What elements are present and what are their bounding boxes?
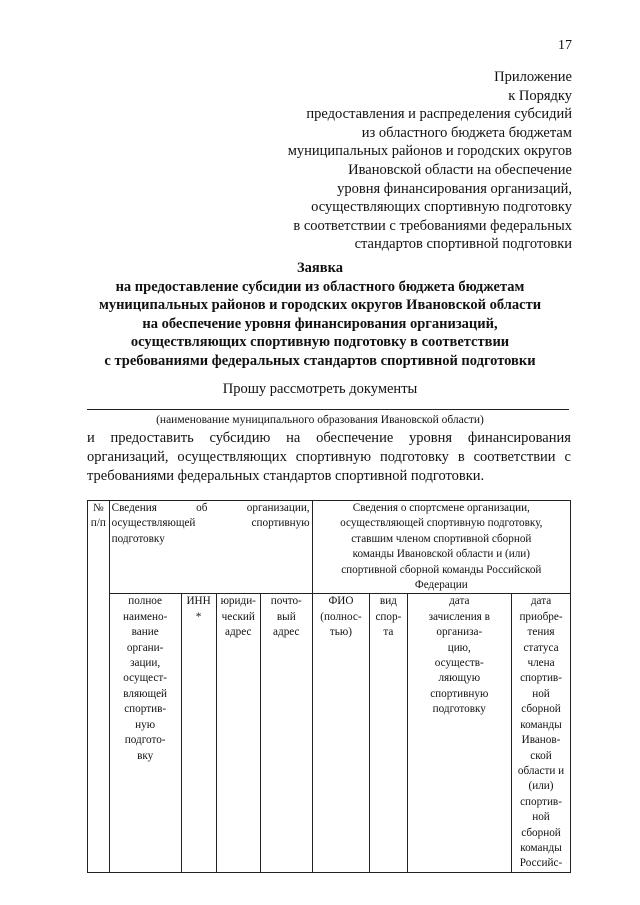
- appendix-line: к Порядку: [508, 87, 572, 104]
- header-line: ляющую: [438, 672, 481, 685]
- appendix-line: предоставления и распределения субсидий: [306, 106, 572, 123]
- word: субсидию: [209, 430, 271, 446]
- sport-header-cell: [370, 594, 407, 872]
- field-caption: (наименование муниципального образования Ивановской области): [156, 414, 484, 426]
- word: уровня: [409, 430, 453, 446]
- header-line: ской: [530, 749, 552, 762]
- org-header-line: [112, 501, 310, 516]
- org-header-line: подготовку: [111, 532, 165, 545]
- header-line: адрес: [273, 626, 300, 639]
- request-text: Прошу рассмотреть документы: [222, 381, 418, 397]
- word: осуществляющей: [111, 517, 196, 530]
- athlete-header-line: ставшим членом спортивной сборной: [351, 532, 532, 545]
- title-line: осуществляющих спортивную подготовку в соответствии: [130, 334, 510, 350]
- word: об: [196, 502, 208, 514]
- header-line: почто-: [270, 595, 302, 608]
- athlete-header-line: спортивной сборной команды Российской: [341, 563, 542, 576]
- athlete-header-line: осуществляющей спортивную подготовку,: [340, 517, 543, 530]
- word: осуществляющих: [177, 449, 287, 465]
- word: в: [457, 449, 465, 465]
- header-line: приобре-: [519, 610, 563, 623]
- header-line: сборной: [521, 826, 561, 839]
- header-line: ИНН: [186, 595, 211, 608]
- header-line: наимено-: [123, 610, 168, 623]
- paragraph-line: [87, 448, 571, 467]
- document-title: [60, 259, 580, 370]
- header-line: области и: [517, 764, 565, 777]
- header-line: организа-: [436, 626, 483, 639]
- header-line: статуса: [523, 641, 559, 654]
- word: спортивную: [295, 449, 372, 465]
- word: организации,: [246, 502, 310, 514]
- header-line: юриди-: [220, 595, 256, 608]
- word: подготовку: [379, 449, 449, 465]
- athlete-header-line: Федерации: [414, 579, 468, 592]
- header-line: команды: [520, 718, 562, 731]
- header-line: адрес: [225, 626, 252, 639]
- appendix-line: из областного бюджета бюджетам: [361, 124, 572, 141]
- title-line: муниципальных районов и городских округов Ивановской области: [98, 297, 542, 313]
- header-line: члена: [527, 657, 555, 670]
- header-line: спортив-: [124, 703, 167, 716]
- athlete-header-cell: [312, 501, 570, 594]
- appendix-line: уровня финансирования организаций,: [337, 180, 572, 197]
- header-line: *: [195, 610, 202, 623]
- title-line: Заявка: [297, 260, 343, 276]
- header-line: спор-: [375, 610, 402, 623]
- number-header-cell: [88, 501, 110, 873]
- body-paragraph: [87, 429, 571, 486]
- paragraph-line: [87, 429, 571, 448]
- word: соответствии: [473, 449, 556, 465]
- athlete-header-line: Сведения о спортсмене организации,: [352, 502, 530, 514]
- header-line: дата: [530, 595, 552, 608]
- header-line: (или): [528, 780, 554, 793]
- header-line: спортив-: [520, 672, 562, 685]
- header-line: зации,: [130, 657, 161, 670]
- fill-in-line: [87, 409, 569, 410]
- header-line: ной: [532, 811, 550, 824]
- header-line: Российс-: [519, 857, 563, 870]
- inn-header-cell: [181, 594, 216, 872]
- header-line: органи-: [126, 641, 164, 654]
- org-header-line: [112, 516, 310, 531]
- paragraph-line: требованиями федеральных стандартов спортивной подготовки.: [87, 468, 485, 484]
- word: организаций,: [87, 449, 169, 465]
- word: предоставить: [110, 430, 194, 446]
- header-line: сборной: [521, 703, 561, 716]
- appendix-line: осуществляющих спортивную подготовку: [311, 199, 572, 216]
- athlete-name-header-cell: [312, 594, 370, 872]
- number-header-line: №: [92, 502, 104, 514]
- full-name-header-cell: [109, 594, 181, 872]
- header-line: команды: [520, 841, 562, 854]
- header-line: вый: [276, 610, 296, 623]
- title-line: на предоставление субсидии из областного бюджета бюджетам: [115, 278, 525, 295]
- header-line: ческий: [221, 610, 255, 623]
- appendix-line: муниципальных районов и городских округов: [287, 143, 572, 160]
- header-line: полное: [128, 595, 162, 608]
- word: с: [564, 449, 571, 465]
- word: на: [286, 430, 301, 446]
- header-line: зачисления в: [428, 610, 490, 623]
- word: обеспечение: [316, 430, 394, 446]
- page-number: 17: [558, 38, 572, 53]
- header-line: тью): [329, 626, 352, 639]
- header-line: вляющей: [123, 687, 168, 700]
- word: финансирования: [467, 430, 571, 446]
- header-line: спортивную: [430, 687, 489, 700]
- header-line: вку: [137, 749, 154, 762]
- appendix-line: Ивановской области на обеспечение: [348, 161, 572, 178]
- title-line: на обеспечение уровня финансирования организаций,: [142, 315, 498, 332]
- header-line: (полнос-: [320, 610, 362, 623]
- header-line: дата: [449, 595, 470, 608]
- appendix-line: Приложение: [494, 69, 572, 85]
- word: и: [87, 430, 95, 446]
- header-line: вание: [131, 626, 159, 639]
- athlete-header-line: команды Ивановской области и (или): [352, 548, 530, 561]
- header-line: осуществ-: [434, 657, 484, 670]
- header-line: ную: [135, 718, 156, 731]
- header-line: осущест-: [123, 672, 168, 685]
- postal-address-header-cell: [260, 594, 312, 872]
- header-line: спортив-: [520, 795, 562, 808]
- legal-address-header-cell: [216, 594, 260, 872]
- appendix-line: в соответствии с требованиями федеральных: [293, 217, 572, 234]
- team-status-date-header-cell: [512, 594, 571, 872]
- header-line: та: [383, 626, 394, 639]
- header-line: вид: [379, 595, 397, 608]
- title-line: с требованиями федеральных стандартов спортивной подготовки: [104, 352, 536, 369]
- header-line: подготовку: [432, 703, 486, 716]
- number-header-line: п/п: [90, 517, 106, 530]
- header-line: ФИО: [328, 595, 354, 608]
- organization-header-cell: [109, 501, 312, 594]
- word: спортивную: [251, 517, 310, 530]
- appendix-line: стандартов спортивной подготовки: [354, 236, 572, 253]
- application-table: [87, 500, 571, 873]
- header-line: цию,: [447, 641, 471, 654]
- word: Сведения: [111, 502, 157, 514]
- header-line: Иванов-: [521, 734, 561, 747]
- appendix-header: [172, 68, 572, 254]
- enrollment-date-header-cell: [407, 594, 512, 872]
- header-line: тения: [527, 626, 555, 639]
- header-line: ной: [532, 687, 550, 700]
- header-line: подгото-: [124, 734, 166, 747]
